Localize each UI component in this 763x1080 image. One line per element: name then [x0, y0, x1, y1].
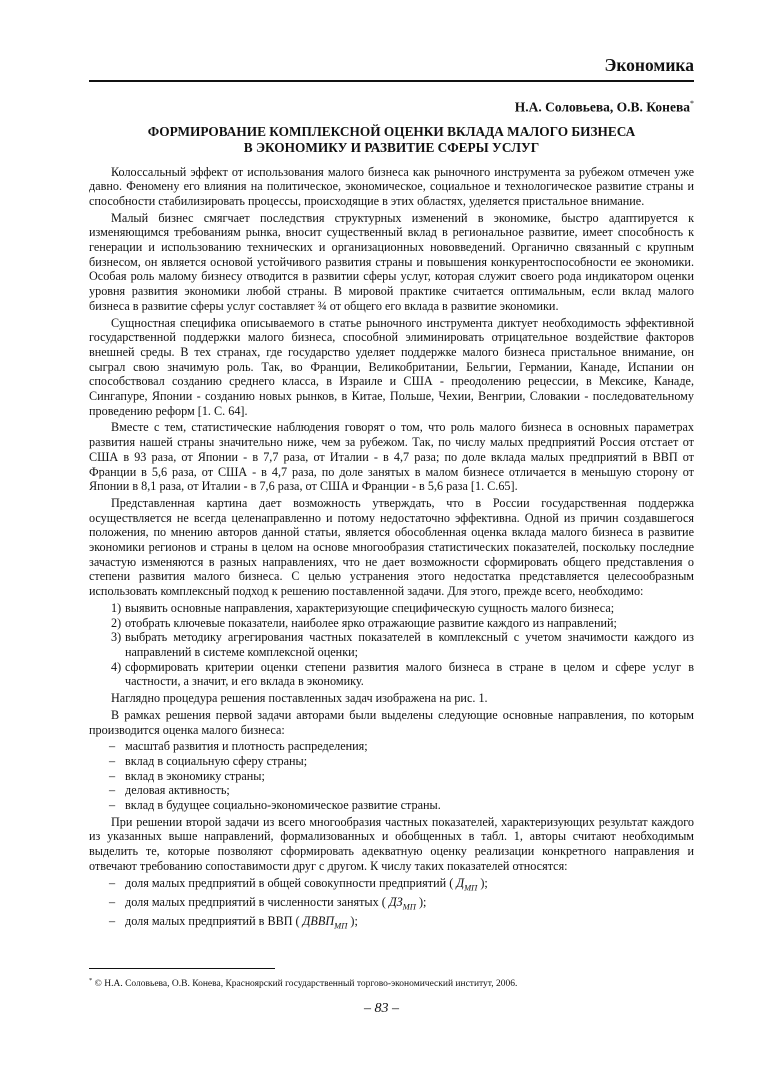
dash-bullet: –: [109, 739, 116, 754]
list-item: [89, 739, 694, 754]
indicator-symbol: $Д_{МП}$: [456, 875, 478, 892]
paragraph: В рамках решения первой задачи авторами были выделены следующие основные направления, по которым производится оценка малого бизнеса:: [89, 707, 694, 737]
list-item: [89, 601, 694, 616]
list-item: – доля малых предприятий в численности занятых ( $ДЗ_{МП}$ );: [109, 894, 427, 912]
article-body: [89, 165, 694, 933]
page-number: – 83 –: [364, 1001, 399, 1016]
list-item-text: сформировать критерии оценки степени развития малого бизнеса в стране в целом и сфере услуг в частности, а значит, и его вклада в экономику.: [125, 659, 694, 689]
dash-bullet: –: [109, 913, 116, 928]
list-item: [89, 630, 694, 659]
paragraph: Сущностная специфика описываемого в статье рыночного инструмента диктует необходимость эффективной государственной поддержки малого бизнеса, способной элиминировать отрицательное воздействие факторов внешней среды. В тех странах, где государство уделяет поддержке малого бизнеса пристальное внимание, он сыграл свою значимую роль. Так, во Франции, Великобритании, Бельгии, Германии, Канаде, Испании он способствовал созданию среднего класса, в Израиле и США - преодолению рецессии, в Мексике, Канаде, Сингапуре, Японии - созданию новых рынков, в Китае, Польше, Чехии, Венгрии, Словакии - последовательному проведению реформ [1. С. 64].: [89, 315, 694, 418]
indicators-list: [89, 876, 694, 933]
list-number: 1): [111, 600, 122, 615]
list-number: 3): [111, 630, 122, 645]
dash-bullet: –: [109, 753, 116, 768]
indicator-symbol: $ДЗ_{МП}$: [388, 894, 416, 912]
list-item: – доля малых предприятий в ВВП ( $ДВВП_{МП}$ );: [109, 913, 358, 931]
dash-bullet: –: [109, 798, 116, 813]
article-title: [89, 124, 694, 157]
list-item-text: масштаб развития и плотность распределения;: [125, 739, 368, 754]
list-item: [89, 660, 694, 689]
directions-list: [89, 739, 694, 813]
list-item-text: доля малых предприятий в численности занятых (: [125, 894, 386, 909]
section-header: Экономика: [604, 55, 694, 75]
list-item: [89, 754, 694, 769]
list-item: – доля малых предприятий в общей совокупности предприятий ( $Д_{МП}$ );: [109, 875, 488, 892]
paragraph: Малый бизнес смягчает последствия структурных изменений в экономике, быстро адаптируется к изменяющимся требованиям рынка, вносит существенный вклад в региональное развитие, имеет способность к генерации и использованию технических и организационных нововведений. Органично связанный с крупным бизнесом, он является основой устойчивого развития страны и повышения конкурентоспособности ее экономики. Особая роль малому бизнесу отводится в развитии сферы услуг, которая служит своего рода индикатором оценки уровня развития экономики любой страны. В мировой практике считается оптимальным, если вклад малого бизнеса в развитие сферы услуг составляет ¾ от общего его вклада в развитие экономики.: [89, 210, 694, 313]
authors-names: Н.А. Соловьева, О.В. Конева: [514, 99, 690, 115]
dash-bullet: –: [109, 875, 116, 890]
header-rule: [89, 80, 694, 82]
list-item-text: выбрать методику агрегирования частных показателей в комплексный с учетом значимости каждого из направлений в системе комплексной оценки;: [125, 630, 694, 659]
list-item-text: доля малых предприятий в общей совокупности предприятий (: [125, 875, 454, 890]
list-item-text: вклад в экономику страны;: [125, 768, 265, 783]
footnote-divider: [89, 968, 275, 969]
paragraph: Представленная картина дает возможность утверждать, что в России государственная поддержка осуществляется не всегда целенаправленно и потому недостаточно эффективна. Одной из причин создавшегося положения, по мнению авторов данной статьи, является обособленная оценка вклада малого бизнеса в развитие экономики регионов и страны в целом на основе многообразия статистических показателей, поскольку последние зачастую изменяются в разных направлениях, что не дает возможности сформировать общего представления о степени развития малого бизнеса. С целью устранения этого недостатка представляется целесообразным использовать комплексный подход к решению поставленной задачи. Для этого, прежде всего, необходимо:: [89, 495, 694, 599]
list-item: [89, 783, 694, 798]
list-item-text: деловая активность;: [125, 783, 230, 798]
article-authors: [89, 95, 694, 117]
author-footnote-mark[interactable]: *: [690, 99, 694, 108]
dash-bullet: –: [109, 768, 116, 783]
list-item-text: вклад в социальную сферу страны;: [125, 753, 308, 768]
paragraph: При решении второй задачи из всего многообразия частных показателей, характеризующих результат каждого из указанных выше направлений, формализованных и обобщенных в табл. 1, авторы считают необходимым выделить те, которые позволяют сформировать адекватную оценку реализации конкретного направления и отвечают требованию сопоставимости друг с другом. К числу таких показателей относятся:: [89, 814, 694, 873]
list-item-text: отобрать ключевые показатели, наиболее ярко отражающие развитие каждого из направлений;: [125, 615, 617, 630]
list-item-text: доля малых предприятий в ВВП (: [125, 913, 300, 928]
article-title-line: В ЭКОНОМИКУ И РАЗВИТИЕ СФЕРЫ УСЛУГ: [243, 140, 540, 155]
page-content: [89, 52, 694, 935]
footnote-text: © Н.А. Соловьева, О.В. Конева, Красноярский государственный торгово-экономический институт, 2006.: [94, 979, 518, 990]
footnote: [89, 975, 517, 990]
list-item: [89, 798, 694, 813]
list-item: [89, 616, 694, 631]
list-item: [89, 769, 694, 784]
indicator-symbol: $ДВВП_{МП}$: [302, 913, 348, 931]
list-item-text: вклад в будущее социально-экономическое развитие страны.: [125, 798, 441, 813]
list-item-text: выявить основные направления, характеризующие специфическую сущность малого бизнеса;: [125, 600, 615, 615]
footnote-mark: *: [89, 977, 93, 984]
dash-bullet: –: [109, 894, 116, 909]
paragraph: Вместе с тем, статистические наблюдения говорят о том, что роль малого бизнеса в основных параметрах развития нашей страны значительно ниже, чем за рубежом. Так, по числу малых предприятий Россия отстает от США в 93 раза, от Японии - в 7,7 раза, от Италии - в 4,7 раза; по доле вклада малых предприятий в ВВП от Франции в 5,6 раза, от США - в 4,7 раза, по доле занятых в малом бизнесе отличается в меньшую сторону от Японии в 8,1 раза, от Италии - в 7,6 раза, от США и Франции - в 5,6 раза [1. С.65].: [89, 420, 694, 494]
dash-bullet: –: [109, 783, 116, 798]
list-number: 4): [111, 659, 122, 674]
paragraph: Колоссальный эффект от использования малого бизнеса как рыночного инструмента за рубежом отмечен уже давно. Феномену его влияния на политическое, экономическое, социальное и технологическое развитие страны и способности стабилизировать процессы, происходящие в этих областях, уделяется пристальное внимание.: [89, 164, 694, 208]
tasks-list: [89, 601, 694, 689]
paragraph: Наглядно процедура решения поставленных задач изображена на рис. 1.: [111, 691, 488, 706]
article-title-line: ФОРМИРОВАНИЕ КОМПЛЕКСНОЙ ОЦЕНКИ ВКЛАДА МАЛОГО БИЗНЕСА: [147, 123, 636, 139]
list-number: 2): [111, 615, 122, 630]
